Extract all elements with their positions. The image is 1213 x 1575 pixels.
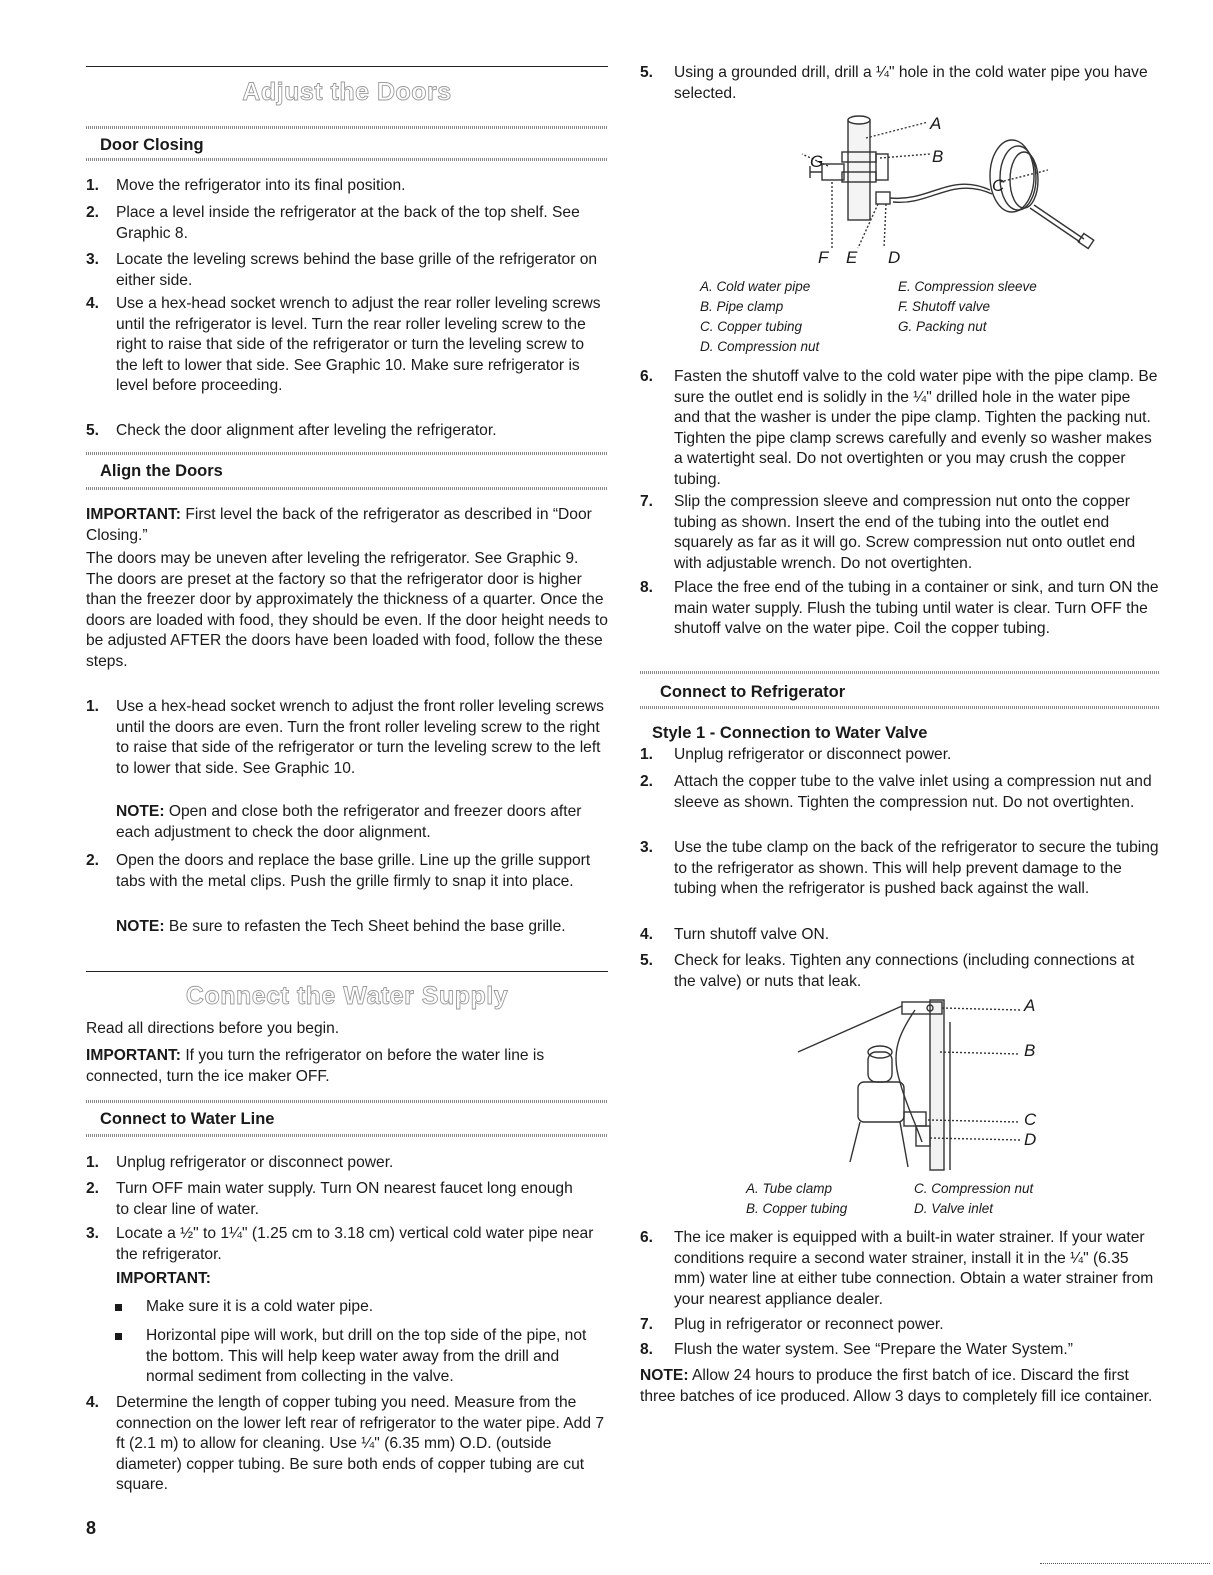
step-text: Attach the copper tube to the valve inlet using a compression nut and sleeve as shown. Tighten the compression nut. Do not overtighten. <box>674 773 1152 811</box>
section-rule <box>86 971 608 972</box>
caption-item: A. Cold water pipe <box>700 279 811 294</box>
callout-c: C <box>992 176 1005 195</box>
hatch-divider <box>86 487 608 490</box>
step-text: Using a grounded drill, drill a ¼" hole in the cold water pipe you have selected. <box>674 64 1148 102</box>
step-number: 8. <box>640 1341 654 1358</box>
callout-d: D <box>1024 1130 1037 1149</box>
ice-note <box>640 1366 1160 1407</box>
water-valve-connection-diagram <box>790 992 1090 1177</box>
step-number: 3. <box>86 1225 100 1242</box>
adjust-doors-title: Adjust the Doors <box>242 78 452 106</box>
hatch-divider <box>640 706 1160 709</box>
step-text: Turn OFF main water supply. Turn ON nearest faucet long enough to clear line of water. <box>116 1180 573 1218</box>
water-supply-title: Connect the Water Supply <box>185 982 509 1010</box>
hatch-divider <box>86 158 608 161</box>
step-number: 5. <box>86 422 100 439</box>
step-number: 7. <box>640 493 654 510</box>
note <box>116 802 608 843</box>
bullet-text: Horizontal pipe will work, but drill on the top side of the pipe, not the bottom. This will help keep water away from the drill and normal sediment from collecting in the valve. <box>146 1327 587 1385</box>
step-number: 4. <box>86 1394 100 1411</box>
step-number: 1. <box>86 1154 100 1171</box>
note-label: NOTE: <box>116 918 165 935</box>
step-text: Check the door alignment after leveling the refrigerator. <box>116 422 497 439</box>
caption-item: E. Compression sleeve <box>898 279 1037 294</box>
step-number: 3. <box>640 839 654 856</box>
hatch-divider <box>86 452 608 455</box>
hatch-divider <box>640 671 1160 674</box>
callout-c: C <box>1024 1110 1037 1129</box>
section-rule <box>86 66 608 67</box>
step-text: Place the free end of the tubing in a container or sink, and turn ON the main water supply. Flush the tubing until water is clear. Turn OFF the shutoff valve on the water pipe. Coil the copper tubing. <box>674 579 1159 637</box>
callout-g: G <box>810 152 824 171</box>
fig2-caption-right <box>914 1179 1033 1219</box>
step-text: Determine the length of copper tubing you need. Measure from the connection on the lower left rear of refrigerator to the water pipe. Add 7 ft (2.1 m) to allow for cleaning. Use ¼" (6.35 mm) O.D. (outside diameter) copper tubing. Be sure both ends of copper tubing are cut square. <box>116 1394 605 1493</box>
step-number: 2. <box>640 773 654 790</box>
callout-e: E <box>846 248 858 267</box>
caption-item: F. Shutoff valve <box>898 299 991 314</box>
step-text: Use the tube clamp on the back of the refrigerator to secure the tubing to the refrigerator as shown. This will help prevent damage to the tubing when the refrigerator is pushed back against the wall. <box>674 839 1159 897</box>
note-text: Be sure to refasten the Tech Sheet behind the base grille. <box>164 918 566 935</box>
hatch-divider <box>86 1100 608 1103</box>
align-paragraph: The doors may be uneven after leveling the refrigerator. See Graphic 9. The doors are preset at the factory so that the refrigerator door is higher than the freezer door by approximately the thickness of a quarter. Once the doors are loaded with food, they should be even. If the door height needs to be adjusted AFTER the doors have been loaded with food, follow the these steps. <box>86 550 608 670</box>
caption-item: D. Valve inlet <box>914 1201 994 1216</box>
align-important <box>86 505 608 546</box>
bullet-icon <box>115 1333 122 1340</box>
step-number: 5. <box>640 952 654 969</box>
bullet-text: Make sure it is a cold water pipe. <box>146 1298 374 1315</box>
callout-a: A <box>930 114 942 133</box>
shutoff-valve-diagram <box>780 112 1160 272</box>
water-line-heading: Connect to Water Line <box>100 1110 275 1128</box>
caption-item: G. Packing nut <box>898 319 987 334</box>
align-doors-heading: Align the Doors <box>100 462 223 480</box>
step-text: Flush the water system. See “Prepare the Water System.” <box>674 1341 1073 1358</box>
step-text: Fasten the shutoff valve to the cold water pipe with the pipe clamp. Be sure the outlet end is solidly in the ¼" drilled hole in the water pipe and that the washer is under the pipe clamp. Tighten the packing nut. Tighten the pipe clamp screws carefully and evenly so washer makes a watertight seal. Do not overtighten or you may crush the copper tubing. <box>674 368 1158 488</box>
footer-rule <box>1040 1563 1210 1566</box>
step-number: 5. <box>640 64 654 81</box>
important-label: IMPORTANT: <box>116 1270 211 1287</box>
callout-b: B <box>932 147 944 166</box>
step-number: 2. <box>86 204 100 221</box>
callout-a: A <box>1024 996 1036 1015</box>
note-label: NOTE: <box>640 1367 689 1384</box>
step-text: Use a hex-head socket wrench to adjust the front roller leveling screws until the doors are even. Turn the front roller leveling screw to the right to raise that side of the refrigerator or turn the leveling screw to the left to lower that side. See Graphic 10. <box>116 698 604 777</box>
caption-item: B. Copper tubing <box>746 1201 848 1216</box>
bullet-icon <box>115 1304 122 1311</box>
caption-item: D. Compression nut <box>700 339 820 354</box>
callout-b: B <box>1024 1041 1036 1060</box>
step-number: 3. <box>86 251 100 268</box>
step-text: Open the doors and replace the base grille. Line up the grille support tabs with the metal clips. Push the grille firmly to snap it into place. <box>116 852 591 890</box>
step-number: 8. <box>640 579 654 596</box>
step-text: Use a hex-head socket wrench to adjust the rear roller leveling screws until the refrigerator is level. Turn the rear roller leveling screw to the right to raise that side of the refrigerator or turn the leveling screw to the left to lower that side. See Graphic 10. Make sure refrigerator is level before proceeding. <box>116 295 601 394</box>
step-number: 1. <box>640 746 654 763</box>
step-text: Plug in refrigerator or reconnect power. <box>674 1316 944 1333</box>
callout-d: D <box>888 248 901 267</box>
fig1-caption-left <box>700 277 819 357</box>
step-number: 1. <box>86 177 100 194</box>
fig1-caption-right <box>898 277 1037 337</box>
step-number: 6. <box>640 1229 654 1246</box>
caption-item: B. Pipe clamp <box>700 299 784 314</box>
important-ice-maker <box>86 1046 608 1087</box>
connect-refrigerator-heading: Connect to Refrigerator <box>660 683 846 701</box>
note-text: Allow 24 hours to produce the first batch of ice. Discard the first three batches of ice produced. Allow 3 days to completely fill ice container. <box>640 1367 1153 1405</box>
step-text: Place a level inside the refrigerator at the back of the top shelf. See Graphic 8. <box>116 204 580 242</box>
step-text: Check for leaks. Tighten any connections (including connections at the valve) or nuts that leak. <box>674 952 1135 990</box>
step-number: 2. <box>86 1180 100 1197</box>
step-number: 1. <box>86 698 100 715</box>
style1-heading: Style 1 - Connection to Water Valve <box>652 724 928 742</box>
step-number: 4. <box>640 926 654 943</box>
step-number: 4. <box>86 295 100 312</box>
hatch-divider <box>86 1134 608 1137</box>
step-text: Locate the leveling screws behind the base grille of the refrigerator on either side. <box>116 251 598 289</box>
important-label: IMPORTANT: <box>86 1047 181 1064</box>
note <box>116 917 608 938</box>
step-text: Slip the compression sleeve and compression nut onto the copper tubing as shown. Insert the end of the tubing into the outlet end squarely as far as it will go. Screw compression nut onto outlet end with adjustable wrench. Do not overtighten. <box>674 493 1136 572</box>
caption-item: C. Compression nut <box>914 1181 1034 1196</box>
important-label: IMPORTANT: <box>86 506 181 523</box>
important-text: If you turn the refrigerator on before the water line is connected, turn the ice maker OFF. <box>86 1047 545 1085</box>
important-text: First level the back of the refrigerator as described in “Door Closing.” <box>86 506 592 544</box>
caption-item: A. Tube clamp <box>746 1181 833 1196</box>
step-text: Locate a ½" to 1¼" (1.25 cm to 3.18 cm) vertical cold water pipe near the refrigerator. <box>116 1225 594 1263</box>
callout-f: F <box>818 248 829 267</box>
door-closing-heading: Door Closing <box>100 136 204 154</box>
step-text: Unplug refrigerator or disconnect power. <box>116 1154 394 1171</box>
fig2-caption-left <box>746 1179 847 1219</box>
note-label: NOTE: <box>116 803 165 820</box>
caption-item: C. Copper tubing <box>700 319 803 334</box>
step-number: 7. <box>640 1316 654 1333</box>
step-text: Turn shutoff valve ON. <box>674 926 830 943</box>
page-number: 8 <box>86 1518 97 1538</box>
step-text: Unplug refrigerator or disconnect power. <box>674 746 952 763</box>
step-text: Move the refrigerator into its final position. <box>116 177 406 194</box>
read-all-directions: Read all directions before you begin. <box>86 1020 340 1037</box>
step-text: The ice maker is equipped with a built-in water strainer. If your water conditions require a second water strainer, install it in the ¼" (6.35 mm) water line at either tube connection. Obtain a water strainer from your nearest appliance dealer. <box>674 1229 1154 1308</box>
hatch-divider <box>86 126 608 129</box>
step-number: 6. <box>640 368 654 385</box>
step-number: 2. <box>86 852 100 869</box>
note-text: Open and close both the refrigerator and freezer doors after each adjustment to check the door alignment. <box>116 803 582 841</box>
